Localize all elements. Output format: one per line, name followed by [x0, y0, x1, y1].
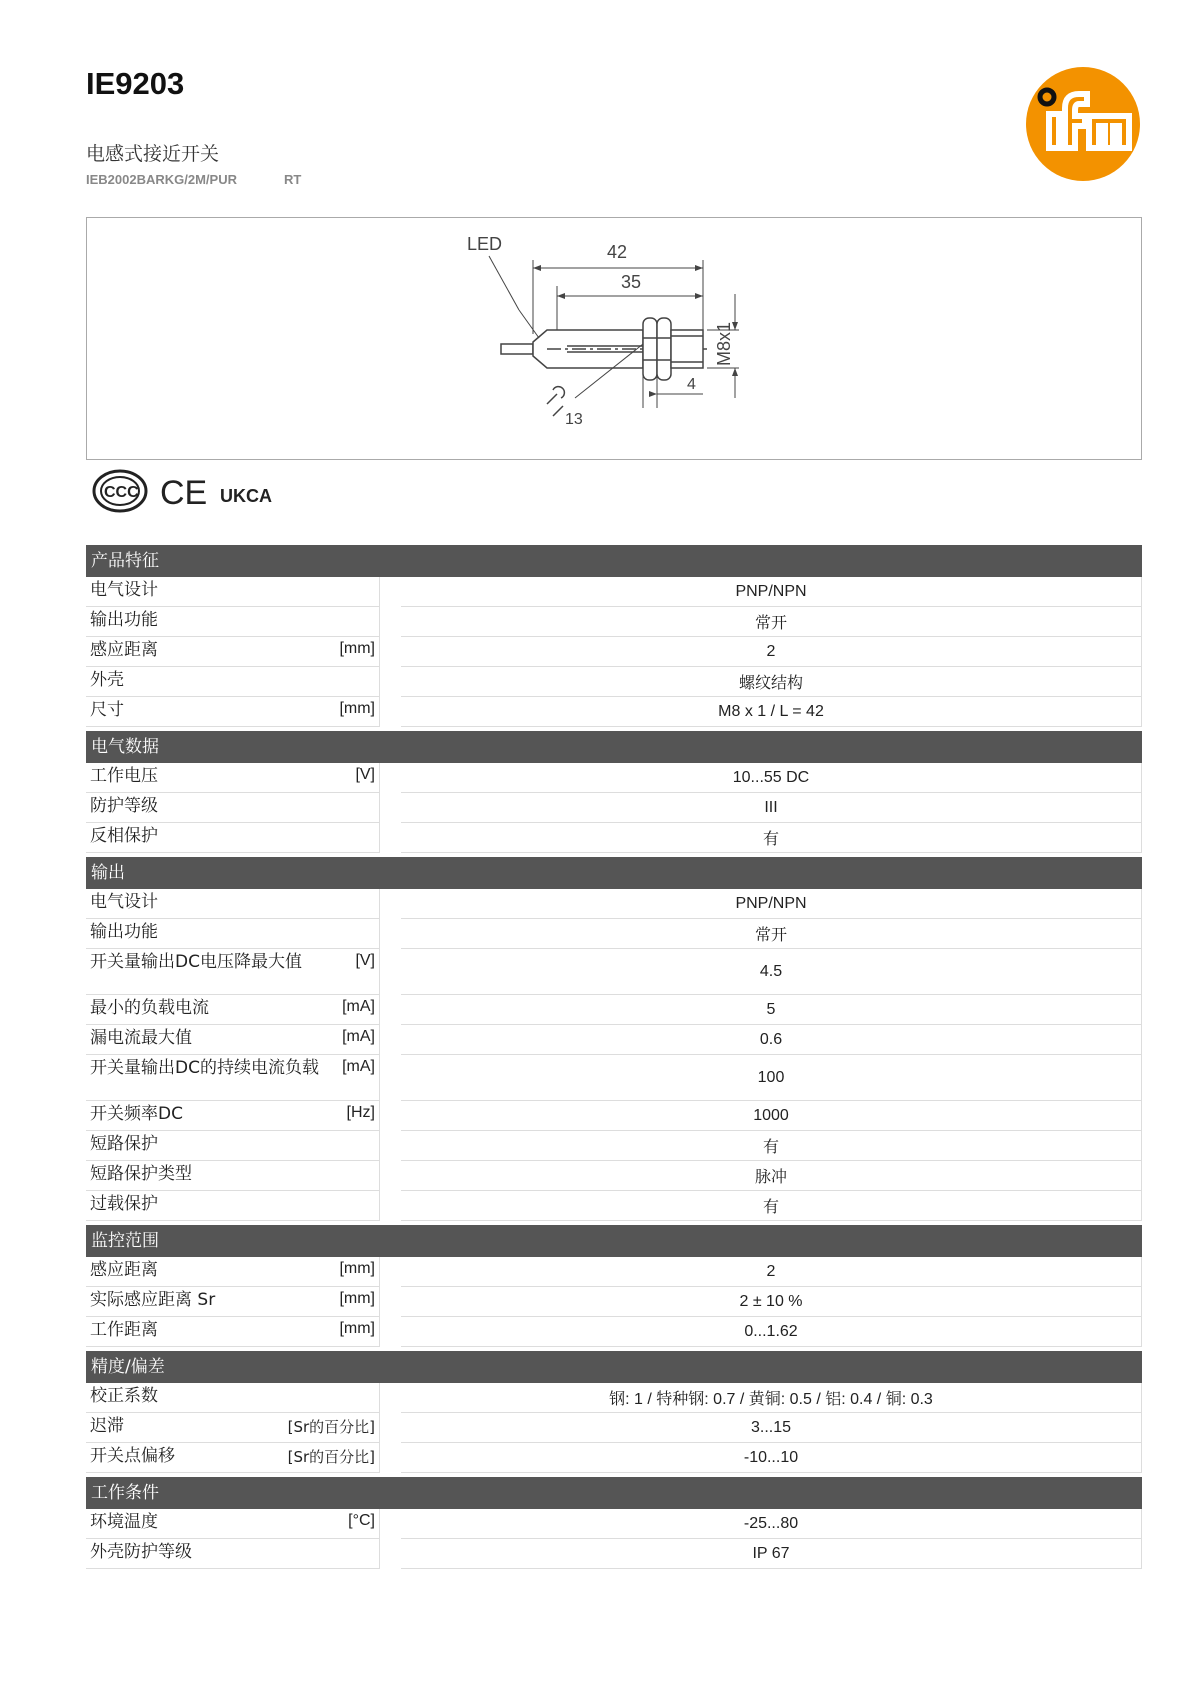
spec-label-cell — [86, 1413, 380, 1443]
spec-label: 开关量输出DC的持续电流负载 — [90, 1058, 319, 1078]
spec-label: 环境温度 — [90, 1512, 158, 1532]
spec-label: 反相保护 — [90, 826, 158, 846]
spec-label-cell — [86, 1509, 380, 1539]
spec-unit: [mA] — [342, 1058, 375, 1075]
spec-value: 0...1.62 — [401, 1317, 1142, 1347]
spec-label: 最小的负载电流 — [90, 998, 209, 1018]
spec-unit — [369, 892, 375, 918]
spec-unit: [Sr的百分比] — [287, 1418, 375, 1436]
product-title: IE9203 — [86, 66, 185, 101]
ce-mark: CE — [160, 474, 208, 512]
ifm-logo — [1025, 66, 1141, 182]
spec-row — [86, 1539, 1142, 1569]
svg-text:CCC: CCC — [104, 484, 139, 501]
spec-value: PNP/NPN — [401, 577, 1142, 607]
spec-row — [86, 1317, 1142, 1347]
spec-label-cell — [86, 763, 380, 793]
section-header: 产品特征 — [86, 545, 1142, 577]
spec-unit — [369, 580, 375, 606]
spec-row — [86, 1025, 1142, 1055]
spec-value: 螺纹结构 — [401, 667, 1142, 697]
spec-row — [86, 1191, 1142, 1221]
spec-value: IP 67 — [401, 1539, 1142, 1569]
spec-unit — [369, 1194, 375, 1220]
spec-value: 常开 — [401, 919, 1142, 949]
spec-row — [86, 763, 1142, 793]
spec-row — [86, 1101, 1142, 1131]
spec-value: 常开 — [401, 607, 1142, 637]
spec-unit: [mm] — [339, 1290, 375, 1307]
spec-label: 输出功能 — [90, 610, 158, 630]
spec-value: M8 x 1 / L = 42 — [401, 697, 1142, 727]
spec-value: 1000 — [401, 1101, 1142, 1131]
spec-label-cell — [86, 1443, 380, 1473]
dim-total: 42 — [607, 242, 628, 262]
spec-unit: [Hz] — [346, 1104, 375, 1121]
spec-label: 输出功能 — [90, 922, 158, 942]
spec-value: 脉冲 — [401, 1161, 1142, 1191]
specification-table — [86, 545, 1142, 1569]
spec-unit: [mA] — [342, 1028, 375, 1045]
spec-label-cell — [86, 1101, 380, 1131]
spec-row — [86, 995, 1142, 1025]
spec-row — [86, 1509, 1142, 1539]
spec-unit — [369, 670, 375, 696]
spec-unit — [369, 1134, 375, 1160]
spec-label-cell — [86, 577, 380, 607]
spec-row — [86, 667, 1142, 697]
spec-label-cell — [86, 1131, 380, 1161]
spec-value: 钢: 1 / 特种钢: 0.7 / 黄铜: 0.5 / 铝: 0.4 / 铜: 0.3 — [401, 1383, 1142, 1413]
spec-unit — [369, 826, 375, 852]
wrench-size: 13 — [565, 411, 583, 428]
spec-label: 短路保护类型 — [90, 1164, 192, 1184]
ukca-mark: UKCA — [220, 486, 272, 506]
spec-label-cell — [86, 1191, 380, 1221]
ccc-mark — [94, 471, 146, 511]
spec-value: 4.5 — [401, 949, 1142, 995]
spec-label: 迟滞 — [90, 1416, 124, 1436]
spec-row — [86, 919, 1142, 949]
spec-value: 3...15 — [401, 1413, 1142, 1443]
section-header: 工作条件 — [86, 1477, 1142, 1509]
spec-unit — [369, 1164, 375, 1190]
certification-marks — [92, 466, 272, 516]
spec-row — [86, 793, 1142, 823]
spec-label-cell — [86, 1539, 380, 1569]
spec-value: 100 — [401, 1055, 1142, 1101]
spec-label-cell — [86, 667, 380, 697]
spec-unit — [369, 922, 375, 948]
spec-row — [86, 1287, 1142, 1317]
spec-value: 有 — [401, 823, 1142, 853]
spec-label: 漏电流最大值 — [90, 1028, 192, 1048]
spec-unit — [369, 1386, 375, 1412]
spec-label: 电气设计 — [90, 580, 158, 600]
spec-value: 5 — [401, 995, 1142, 1025]
spec-label: 校正系数 — [90, 1386, 158, 1406]
spec-value: 0.6 — [401, 1025, 1142, 1055]
spec-unit: [V] — [355, 766, 375, 783]
spec-unit: [mm] — [339, 1260, 375, 1277]
section-header: 电气数据 — [86, 731, 1142, 763]
spec-value: 10...55 DC — [401, 763, 1142, 793]
spec-value: 有 — [401, 1131, 1142, 1161]
spec-label-cell — [86, 1025, 380, 1055]
spec-value: -10...10 — [401, 1443, 1142, 1473]
product-subtitle: 电感式接近开关 — [86, 143, 220, 165]
spec-label-cell — [86, 919, 380, 949]
spec-value: -25...80 — [401, 1509, 1142, 1539]
spec-label: 过载保护 — [90, 1194, 158, 1214]
spec-row — [86, 1055, 1142, 1101]
spec-label-cell — [86, 1383, 380, 1413]
spec-label-cell — [86, 889, 380, 919]
spec-row — [86, 1131, 1142, 1161]
spec-value: PNP/NPN — [401, 889, 1142, 919]
spec-row — [86, 823, 1142, 853]
spec-label-cell — [86, 697, 380, 727]
spec-label: 短路保护 — [90, 1134, 158, 1154]
spec-row — [86, 889, 1142, 919]
spec-label: 外壳 — [90, 670, 124, 690]
spec-label-cell — [86, 607, 380, 637]
spec-label: 感应距离 — [90, 1260, 158, 1280]
spec-row — [86, 1443, 1142, 1473]
spec-row — [86, 1413, 1142, 1443]
spec-label: 电气设计 — [90, 892, 158, 912]
dim-thread-spec: M8x1 — [714, 321, 734, 366]
spec-label: 外壳防护等级 — [90, 1542, 192, 1562]
section-header: 精度/偏差 — [86, 1351, 1142, 1383]
spec-unit: [mA] — [342, 998, 375, 1015]
spec-label-cell — [86, 1257, 380, 1287]
spec-label-cell — [86, 637, 380, 667]
spec-unit — [369, 796, 375, 822]
dim-nut: 4 — [687, 376, 696, 393]
spec-label: 尺寸 — [90, 700, 124, 720]
dim-thread: 35 — [621, 272, 642, 292]
spec-row — [86, 637, 1142, 667]
led-label: LED — [467, 234, 503, 254]
spec-unit: [mm] — [339, 1320, 375, 1337]
spec-value: 2 — [401, 1257, 1142, 1287]
spec-row — [86, 607, 1142, 637]
spec-unit: [°C] — [348, 1512, 375, 1529]
spec-row — [86, 1383, 1142, 1413]
spec-label: 感应距离 — [90, 640, 158, 660]
spec-row — [86, 697, 1142, 727]
article-suffix: RT — [284, 172, 302, 187]
spec-label-cell — [86, 1055, 380, 1101]
spec-value: 2 ± 10 % — [401, 1287, 1142, 1317]
spec-row — [86, 577, 1142, 607]
spec-label-cell — [86, 793, 380, 823]
spec-label-cell — [86, 1317, 380, 1347]
spec-label: 防护等级 — [90, 796, 158, 816]
spec-unit: [Sr的百分比] — [287, 1448, 375, 1466]
spec-row — [86, 1161, 1142, 1191]
spec-unit — [369, 1542, 375, 1568]
section-header: 输出 — [86, 857, 1142, 889]
spec-label: 工作距离 — [90, 1320, 158, 1340]
spec-unit: [mm] — [339, 640, 375, 657]
spec-label-cell — [86, 1161, 380, 1191]
spec-unit: [mm] — [339, 700, 375, 717]
article-code: IEB2002BARKG/2M/PUR — [86, 172, 237, 187]
spec-row — [86, 1257, 1142, 1287]
spec-unit — [369, 610, 375, 636]
spec-label: 实际感应距离 Sr — [90, 1290, 216, 1310]
spec-value: III — [401, 793, 1142, 823]
spec-value: 有 — [401, 1191, 1142, 1221]
spec-label: 开关频率DC — [90, 1104, 183, 1124]
spec-unit: [V] — [355, 952, 375, 969]
spec-label: 工作电压 — [90, 766, 158, 786]
dimension-drawing — [86, 217, 1142, 460]
spec-label: 开关点偏移 — [90, 1446, 175, 1466]
spec-label-cell — [86, 995, 380, 1025]
spec-label-cell — [86, 949, 380, 995]
spec-label: 开关量输出DC电压降最大值 — [90, 952, 302, 972]
spec-row — [86, 949, 1142, 995]
spec-value: 2 — [401, 637, 1142, 667]
spec-label-cell — [86, 1287, 380, 1317]
section-header: 监控范围 — [86, 1225, 1142, 1257]
spec-label-cell — [86, 823, 380, 853]
